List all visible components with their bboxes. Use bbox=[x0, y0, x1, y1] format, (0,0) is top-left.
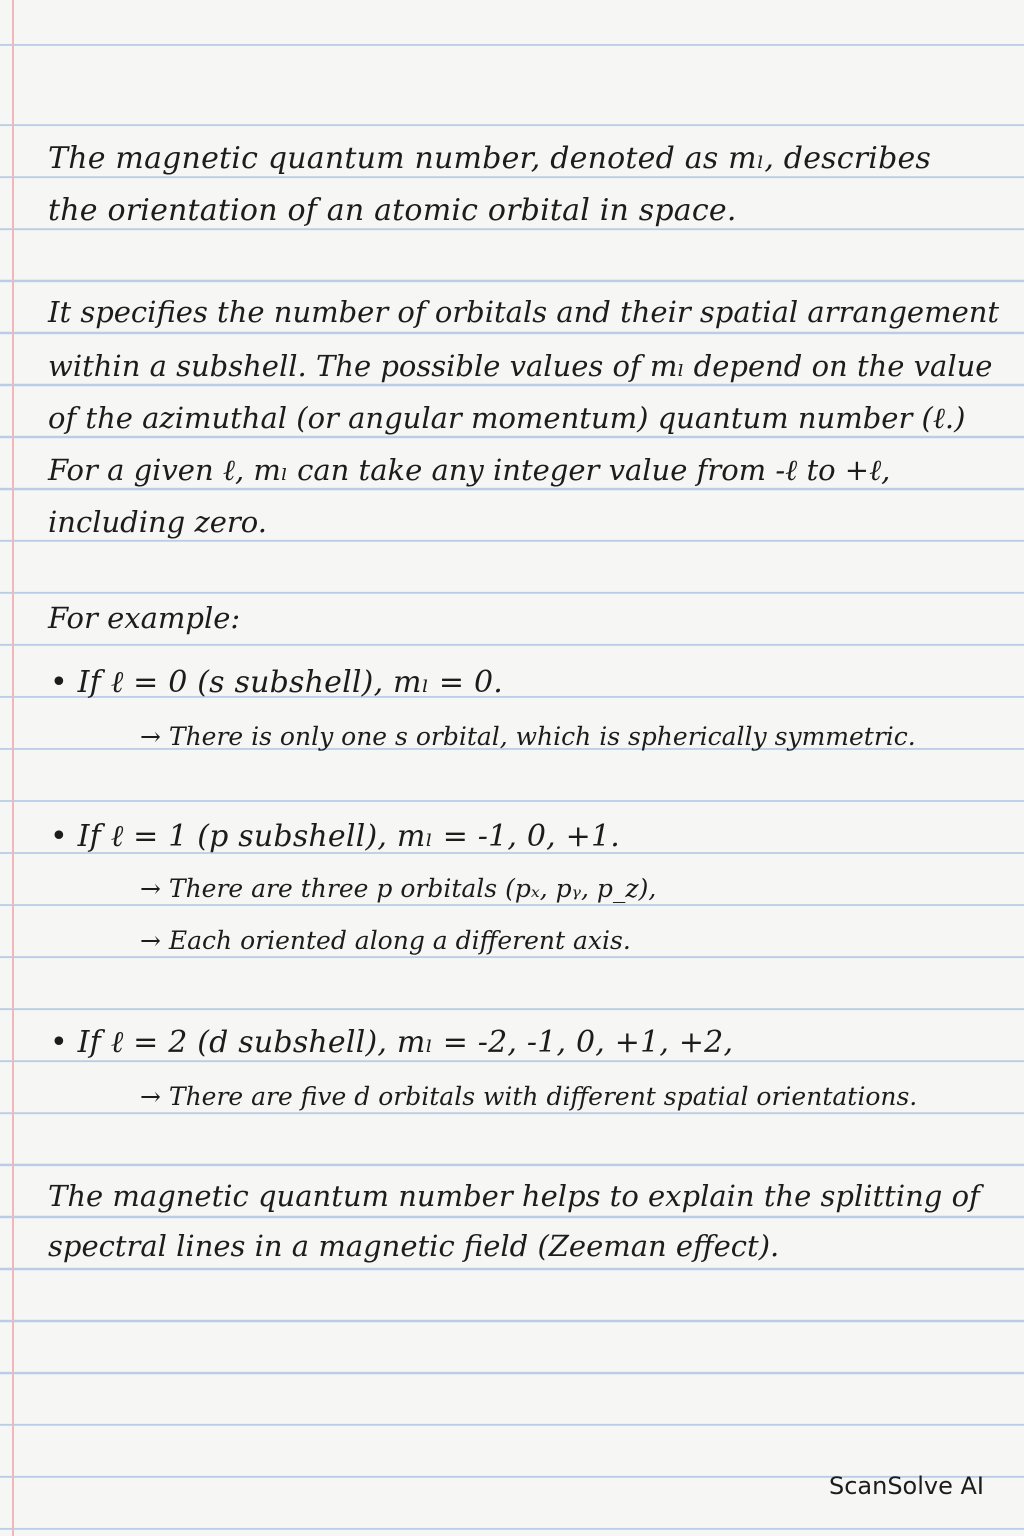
red-margin-line bbox=[12, 0, 14, 1536]
example-3-bullet: • If ℓ = 2 (d subshell), mₗ = -2, -1, 0, +1, +2, bbox=[50, 1025, 734, 1060]
example-1-note-1: → There is only one s orbital, which is spherically symmetric. bbox=[140, 722, 916, 751]
example-3-note-1: → There are five d orbitals with different spatial orientations. bbox=[140, 1082, 918, 1111]
conclusion-line-1: The magnetic quantum number helps to explain the splitting of bbox=[48, 1179, 980, 1213]
example-2-note-2: → Each oriented along a different axis. bbox=[140, 926, 631, 955]
paragraph-2-line-3: of the azimuthal (or angular momentum) quantum number (ℓ.) bbox=[48, 401, 966, 435]
conclusion-line-2: spectral lines in a magnetic field (Zeeman effect). bbox=[48, 1229, 780, 1263]
paragraph-2-line-4: For a given ℓ, mₗ can take any integer value from -ℓ to +ℓ, bbox=[48, 453, 891, 487]
scansolve-watermark: ScanSolve AI bbox=[828, 1472, 984, 1500]
paragraph-2-line-5: including zero. bbox=[48, 505, 267, 539]
intro-line-2: the orientation of an atomic orbital in space. bbox=[48, 193, 737, 228]
paragraph-2-line-2: within a subshell. The possible values of mₗ depend on the value bbox=[48, 349, 993, 383]
examples-heading: For example: bbox=[48, 601, 241, 635]
paragraph-2-line-1: It specifies the number of orbitals and their spatial arrangement bbox=[48, 295, 1000, 329]
intro-line-1: The magnetic quantum number, denoted as mₗ, describes bbox=[48, 141, 932, 176]
example-2-bullet: • If ℓ = 1 (p subshell), mₗ = -1, 0, +1. bbox=[50, 819, 621, 854]
example-2-note-1: → There are three p orbitals (pₓ, pᵧ, p_z), bbox=[140, 874, 657, 903]
example-1-bullet: • If ℓ = 0 (s subshell), mₗ = 0. bbox=[50, 665, 504, 700]
